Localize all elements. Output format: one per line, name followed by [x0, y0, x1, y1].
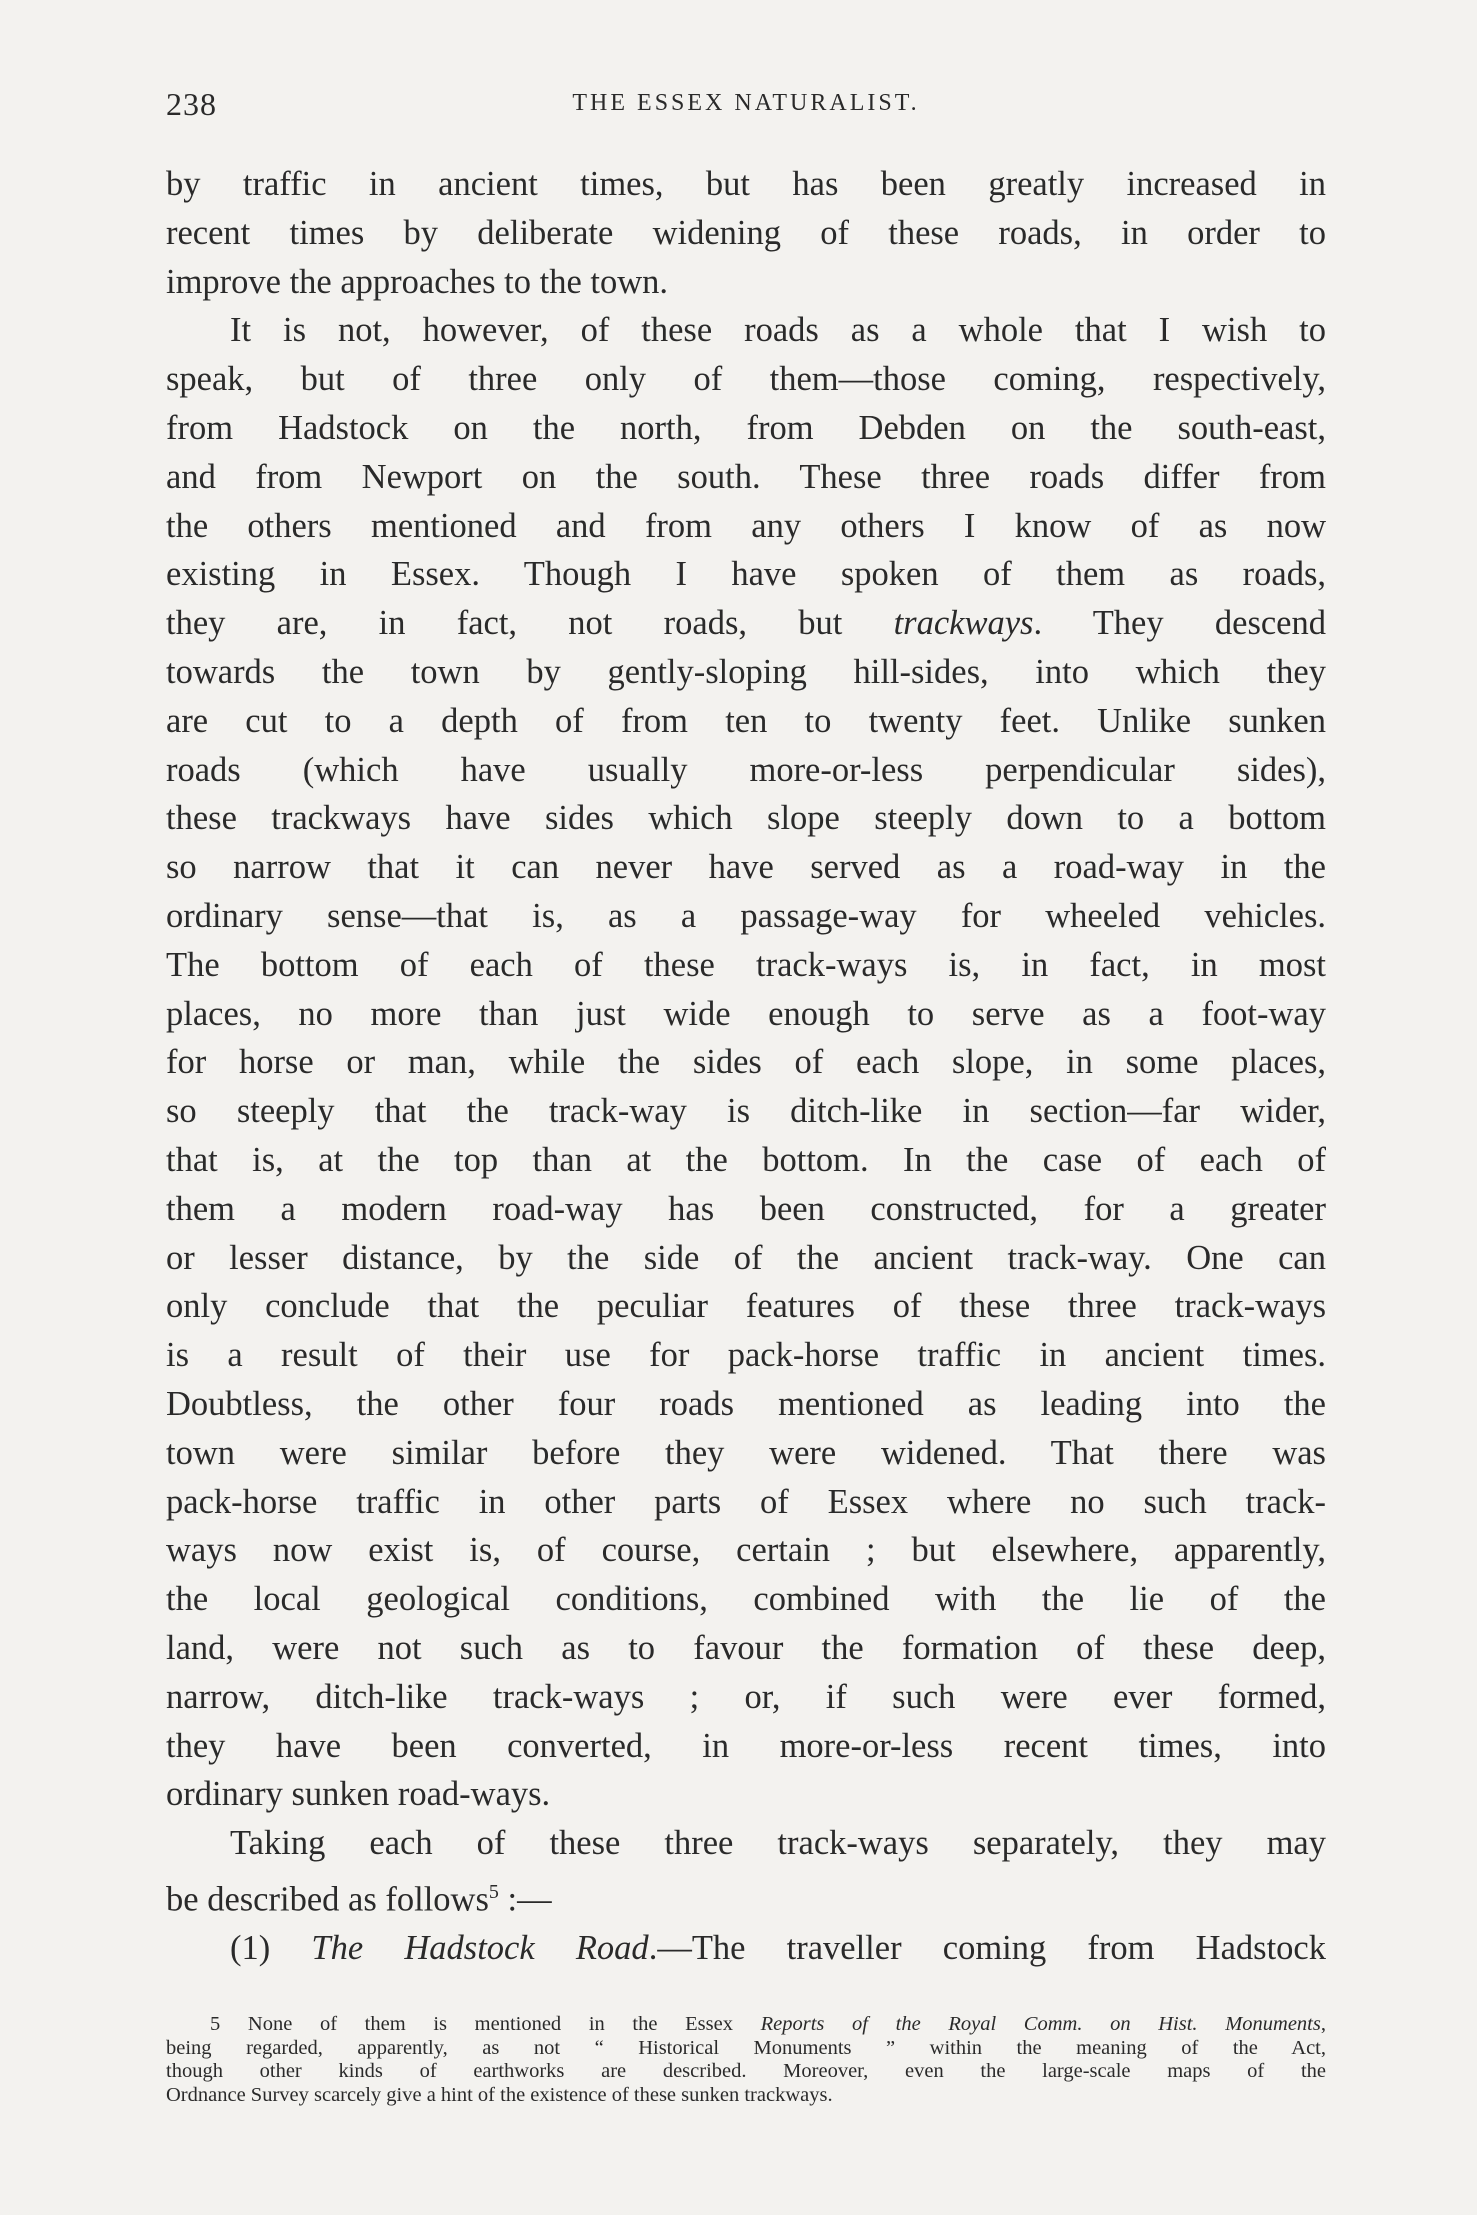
- text-line: these trackways have sides which slope steeply down to a bottom: [166, 799, 1326, 838]
- text-line-trackways: [166, 599, 1326, 648]
- text-line: Doubtless, the other four roads mentioned as leading into the: [166, 1384, 1326, 1423]
- text-line: so steeply that the track-way is ditch-like in section—far wider,: [166, 1092, 1326, 1131]
- journal-title: THE ESSEX NATURALIST.: [572, 90, 920, 116]
- italic-title: Reports of the Royal Comm. on Hist. Monuments: [760, 2013, 1321, 2035]
- text-line: town were similar before they were widened. That there was: [166, 1433, 1326, 1472]
- text-line: land, were not such as to favour the formation of these deep,: [166, 1628, 1326, 1667]
- text-run: ,: [1320, 2013, 1326, 2035]
- text-run: they are, in fact, not roads, but: [166, 604, 894, 643]
- footnote-line: though other kinds of earthworks are described. Moreover, even the large-scale maps of the: [166, 2060, 1326, 2082]
- text-line: the others mentioned and from any others I know of as now: [166, 506, 1326, 545]
- footnote-line: [166, 2013, 1326, 2037]
- text-line: they have been converted, in more-or-less recent times, into: [166, 1726, 1326, 1765]
- footnote: [166, 2013, 1326, 2107]
- text-line: by traffic in ancient times, but has been greatly increased in: [166, 165, 1326, 203]
- running-head: [166, 86, 1326, 126]
- text-line: existing in Essex. Though I have spoken of them as roads,: [166, 555, 1326, 594]
- text-line: ordinary sense—that is, as a passage-way for wheeled vehicles.: [166, 896, 1326, 935]
- text-run: None of them is mentioned in the Essex: [220, 2013, 761, 2035]
- text-line: pack-horse traffic in other parts of Essex where no such track-: [166, 1482, 1326, 1521]
- text-line: or lesser distance, by the side of the ancient track-way. One can: [166, 1238, 1326, 1277]
- text-line: only conclude that the peculiar features of these three track-ways: [166, 1287, 1326, 1326]
- text-line: Taking each of these three track-ways separately, they may: [230, 1824, 1326, 1863]
- text-run: be described as follows: [166, 1880, 489, 1919]
- text-line: narrow, ditch-like track-ways ; or, if such were ever formed,: [166, 1677, 1326, 1716]
- text-line: recent times by deliberate widening of these roads, in order to: [166, 213, 1326, 252]
- text-line: and from Newport on the south. These three roads differ from: [166, 457, 1326, 496]
- text-line: from Hadstock on the north, from Debden on the south-east,: [166, 408, 1326, 447]
- text-line: that is, at the top than at the bottom. In the case of each of: [166, 1140, 1326, 1179]
- footnote-ref-5[interactable]: 5: [488, 1880, 499, 1903]
- text-line: for horse or man, while the sides of each slope, in some places,: [166, 1043, 1326, 1082]
- text-line: roads (which have usually more-or-less perpendicular sides),: [166, 750, 1326, 789]
- text-line: the local geological conditions, combined with the lie of the: [166, 1580, 1326, 1619]
- text-run: :—: [498, 1880, 552, 1919]
- text-line: ordinary sunken road-ways.: [166, 1775, 551, 1814]
- list-number: (1): [230, 1929, 312, 1968]
- text-line-hadstock: [166, 1924, 1326, 1973]
- footnote-line: being regarded, apparently, as not “ Historical Monuments ” within the meaning of the Act,: [166, 2036, 1326, 2059]
- section-heading-italic: The Hadstock Road: [311, 1929, 649, 1968]
- text-run: .—The traveller coming from Hadstock: [648, 1929, 1326, 1968]
- text-line: The bottom of each of these track-ways is, in fact, in most: [166, 945, 1326, 984]
- page-number: 238: [166, 86, 217, 122]
- text-line: is a result of their use for pack-horse traffic in ancient times.: [166, 1336, 1326, 1375]
- footnote-marker: 5: [210, 2013, 221, 2035]
- text-line: them a modern road-way has been constructed, for a greater: [166, 1189, 1326, 1228]
- text-line: speak, but of three only of them—those coming, respectively,: [166, 360, 1326, 399]
- italic-term: trackways: [893, 604, 1034, 643]
- text-run: . They descend: [1033, 604, 1326, 643]
- text-line: towards the town by gently-sloping hill-sides, into which they: [166, 652, 1326, 691]
- text-line: places, no more than just wide enough to serve as a foot-way: [166, 994, 1326, 1033]
- text-line: are cut to a depth of from ten to twenty feet. Unlike sunken: [166, 701, 1326, 740]
- text-line: ways now exist is, of course, certain ; but elsewhere, apparently,: [166, 1531, 1326, 1570]
- text-line: so narrow that it can never have served as a road-way in the: [166, 848, 1326, 887]
- footnote-line: Ordnance Survey scarcely give a hint of the existence of these sunken trackways.: [166, 2083, 833, 2106]
- text-line: It is not, however, of these roads as a whole that I wish to: [230, 311, 1326, 350]
- text-line-follows: [166, 1868, 1326, 1924]
- body-text: [166, 160, 1326, 1973]
- text-line: improve the approaches to the town.: [166, 262, 669, 301]
